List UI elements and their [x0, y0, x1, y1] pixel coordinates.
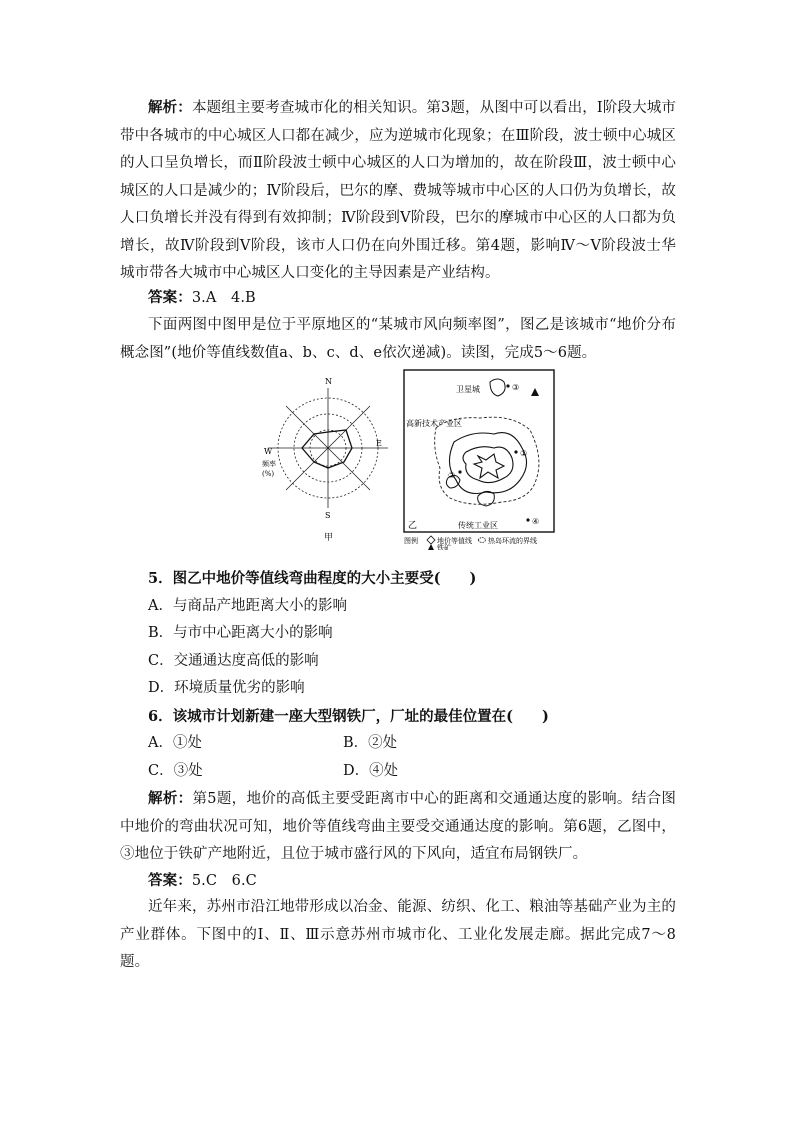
- answer-label: 答案：: [148, 289, 192, 306]
- analysis-paragraph-3-4: [120, 94, 676, 288]
- point-4-dot: [526, 518, 529, 521]
- figure-maps: [250, 368, 570, 550]
- east-label: E: [376, 439, 382, 448]
- answer-5-6: [120, 867, 676, 896]
- question-5-option-c: C．交通通达度高低的影响: [148, 653, 319, 669]
- question-5-option-d: D．环境质量优劣的影响: [148, 680, 305, 696]
- question-5-stem: 5．图乙中地价等值线弯曲程度的大小主要受( ): [148, 570, 477, 587]
- land-price-contour-c: [474, 454, 504, 478]
- frequency-unit-label: (%): [262, 470, 275, 478]
- legend-heat-label: 热岛环流的界线: [488, 537, 537, 545]
- land-price-contour-a: [449, 433, 526, 494]
- iron-ore-icon: [531, 388, 539, 396]
- west-label: W: [264, 447, 273, 456]
- legend-heat-icon: [478, 538, 486, 543]
- north-label: N: [325, 377, 332, 386]
- point-4-label: ④: [532, 517, 540, 526]
- analysis-text: 本题组主要考查城市化的相关知识。第3题，从图中可以看出，Ⅰ阶段大城市带中各城市的中心城区人口都在减少，应为逆城市化现象；在Ⅲ阶段，波士顿中心城区的人口呈负增长，而Ⅱ阶段波士顿中心城区的人口为增加的，故在阶段Ⅲ，波士顿中心城区的人口是减少的；Ⅳ阶段后，巴尔的摩、费城等城市中心区的人口仍为负增长，故人口负增长并没有得到有效抑制；Ⅳ阶段到Ⅴ阶段，巴尔的摩城市中心区的人口都为负增长，故Ⅳ阶段到Ⅴ阶段，该市人口仍在向外围迁移。第4题，影响Ⅳ～Ⅴ阶段波士华城市带各大城市中心城区人口变化的主导因素是产业结构。: [120, 100, 676, 281]
- legend-contour-label: 地价等值线: [437, 537, 472, 545]
- point-3-dot: [506, 384, 509, 387]
- question-5-option-a: A．与商品产地距离大小的影响: [148, 598, 347, 614]
- question-6-option-a: A．①处: [148, 735, 202, 751]
- intro-7-8: 近年来，苏州市沿江地带形成以冶金、能源、纺织、化工、粮油等基础产业为主的产业群体。下图中的Ⅰ、Ⅱ、Ⅲ示意苏州市城市化、工业化发展走廊。据此完成7～8题。: [120, 899, 676, 970]
- legend-iron-icon: [428, 544, 434, 550]
- question-6-option-c: C．③处: [148, 763, 203, 779]
- satellite-city-label: 卫星城: [456, 385, 480, 394]
- wind-rose-diagram: [262, 377, 388, 543]
- legend-iron-label: 铁矿: [437, 544, 451, 550]
- figure-caption-jia: 甲: [324, 533, 334, 543]
- legend-contour-icon: [427, 536, 435, 544]
- satellite-city-contour: [490, 379, 505, 396]
- point-2-dot: [458, 470, 461, 473]
- point-1-dot: [514, 450, 517, 453]
- point-2-label: ②: [448, 471, 456, 480]
- traditional-zone-label: 传统工业区: [458, 521, 498, 530]
- question-6-option-b: B．②处: [343, 735, 398, 751]
- answer-3-4: [120, 284, 676, 313]
- point-1-label: ①: [520, 449, 528, 458]
- intro-5-6: 下面两图中图甲是位于平原地区的“某城市风向频率图”，图乙是该城市“地价分布概念图”(地价等值线数值a、b、c、d、e依次递减)。读图，完成5～6题。: [120, 317, 676, 361]
- land-price-contour-b: [463, 447, 513, 483]
- analysis-paragraph-5-6: [120, 785, 676, 869]
- figure-caption-yi: 乙: [408, 521, 418, 531]
- south-label: S: [325, 511, 331, 520]
- question-6-option-d: D．④处: [343, 763, 399, 779]
- answer-text-2: 5.C 6.C: [191, 873, 257, 889]
- answer-text: 3.A 4.B: [191, 290, 256, 306]
- analysis-label: 解析：: [148, 99, 192, 116]
- land-price-map: [404, 370, 554, 550]
- point-3-label: ③: [512, 383, 520, 392]
- figure-svg: [250, 368, 570, 550]
- answer-label-2: 答案：: [148, 872, 192, 889]
- analysis-text-2: 第5题，地价的高低主要受距离市中心的距离和交通通达度的影响。结合图中地价的弯曲状况可知，地价等值线弯曲主要受交通通达度的影响。第6题，乙图中，③地位于铁矿产地附近，且位于城市盛行风的下风向，适宜布局钢铁厂。: [120, 791, 676, 862]
- question-6-stem: 6．该城市计划新建一座大型钢铁厂，厂址的最佳位置在( ): [148, 708, 549, 725]
- question-5-option-b: B．与市中心距离大小的影响: [148, 625, 333, 641]
- frequency-label: 频率: [262, 460, 276, 468]
- analysis-label-2: 解析：: [148, 790, 193, 807]
- legend-title: 图例: [404, 537, 418, 545]
- hightech-zone-label: 高新技术产业区: [406, 419, 462, 428]
